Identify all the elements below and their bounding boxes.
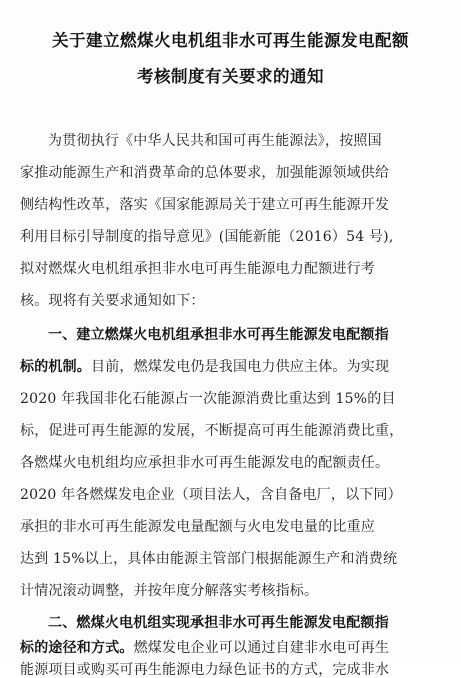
section-1-line: 标，促进可再生能源的发展，不断提高可再生能源消费比重， xyxy=(20,423,404,439)
section-2-heading: 二、燃煤火电机组实现承担非水可再生能源发电配额指 xyxy=(48,615,389,631)
section-1-line xyxy=(20,359,389,375)
intro-line: 利用目标引导制度的指导意见》(国能新能（2016）54 号), xyxy=(20,229,394,245)
section-2-text: 燃煤发电企业可以通过自建非水电可再生 xyxy=(133,640,390,656)
section-1-line: 计情况滚动调整，并按年度分解落实考核指标。 xyxy=(20,583,319,599)
section-1-line: 承担的非水可再生能源发电量配额与火电发电量的比重应 xyxy=(20,519,375,535)
intro-line: 为贯彻执行《中华人民共和国可再生能源法》，按照国 xyxy=(48,133,382,149)
section-2-heading-end: 标的途径和方式。 xyxy=(20,640,134,656)
section-2-line: 能源项目或购买可再生能源电力绿色证书的方式，完成非水 xyxy=(20,662,390,678)
section-1-heading-end: 标的机制。 xyxy=(20,359,91,375)
section-1-heading: 一、建立燃煤火电机组承担非水可再生能源发电配额指 xyxy=(48,327,389,343)
document-title-line-2: 考核制度有关要求的通知 xyxy=(137,67,324,86)
document-title-line-1: 关于建立燃煤火电机组非水可再生能源发电配额 xyxy=(52,31,409,50)
intro-line: 核。现将有关要求通知如下： xyxy=(20,293,205,309)
section-1-text: 目前，燃煤发电仍是我国电力供应主体。为实现 xyxy=(91,359,390,375)
section-1-line: 2020 年我国非化石能源占一次能源消费比重达到 15%的目 xyxy=(20,391,396,407)
intro-line: 侧结构性改革，落实《国家能源局关于建立可再生能源开发 xyxy=(20,197,390,213)
section-1-line: 各燃煤火电机组均应承担非水可再生能源发电的配额责任。 xyxy=(20,455,390,471)
section-1-line: 达到 15%以上，具体由能源主管部门根据能源生产和消费统 xyxy=(20,551,398,567)
intro-line: 拟对燃煤火电机组承担非水电可再生能源电力配额进行考 xyxy=(20,261,375,277)
section-1-line: 2020 年各燃煤发电企业（项目法人，含自备电厂，以下同） xyxy=(20,487,402,503)
section-2-line xyxy=(20,640,389,656)
intro-line: 家推动能源生产和消费革命的总体要求，加强能源领域供给 xyxy=(20,165,390,181)
